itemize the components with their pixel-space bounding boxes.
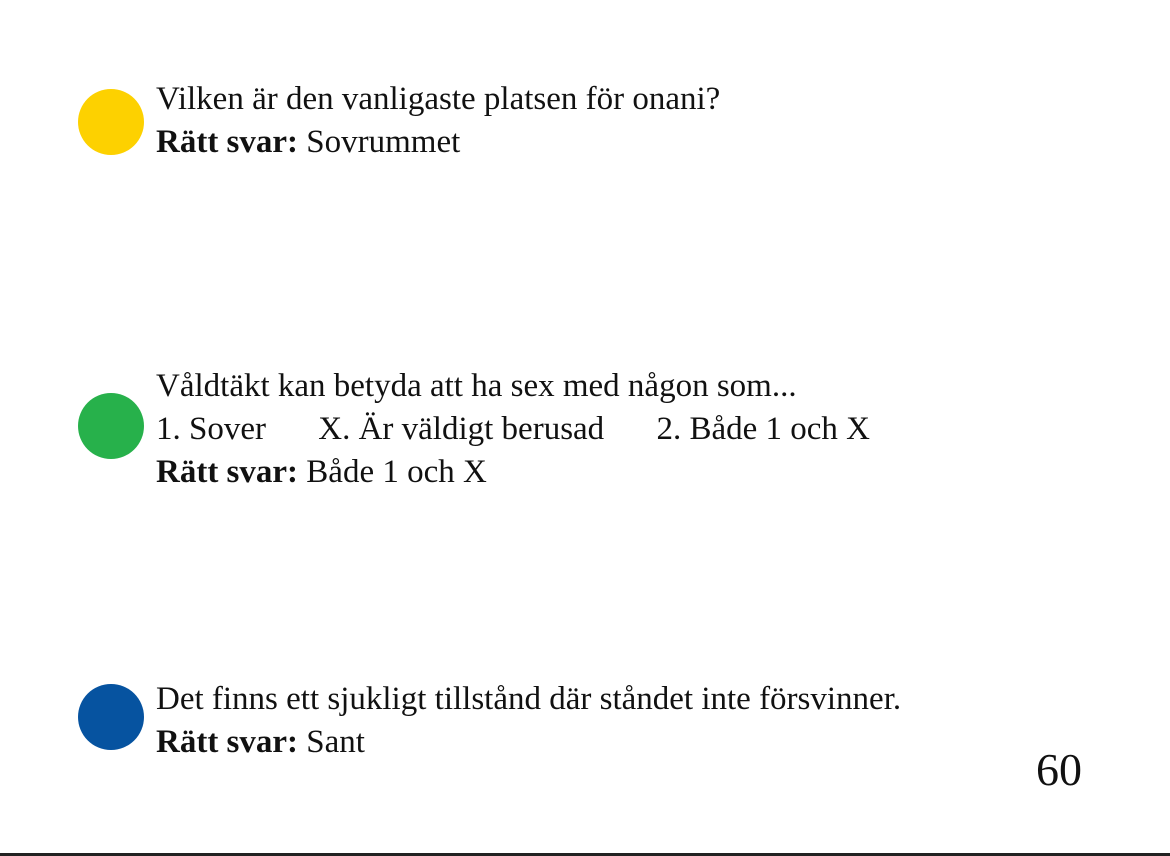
option-2: 2. Både 1 och X <box>656 411 870 447</box>
answer-value: Sant <box>306 724 365 760</box>
green-dot-icon <box>78 393 144 459</box>
yellow-dot-icon <box>78 89 144 155</box>
question-text: Våldtäkt kan betyda att ha sex med någon som... <box>156 368 797 404</box>
option-x: X. Är väldigt berusad <box>318 411 605 447</box>
answer-line <box>156 121 720 164</box>
option-1: 1. Sover <box>156 411 266 447</box>
question-block-3 <box>156 678 901 764</box>
answer-options <box>156 408 870 451</box>
question-text: Vilken är den vanligaste platsen för onani? <box>156 81 721 117</box>
page-number: 60 <box>1036 744 1082 795</box>
answer-value: Både 1 och X <box>306 454 487 490</box>
answer-line <box>156 451 870 494</box>
answer-line <box>156 721 901 764</box>
answer-label: Rätt svar: <box>156 124 299 160</box>
question-block-2 <box>156 365 870 494</box>
question-block-1 <box>156 78 720 164</box>
answer-label: Rätt svar: <box>156 724 299 760</box>
blue-dot-icon <box>78 684 144 750</box>
answer-label: Rätt svar: <box>156 454 299 490</box>
question-text: Det finns ett sjukligt tillstånd där ståndet inte försvinner. <box>156 681 902 717</box>
answer-value: Sovrummet <box>306 124 461 160</box>
